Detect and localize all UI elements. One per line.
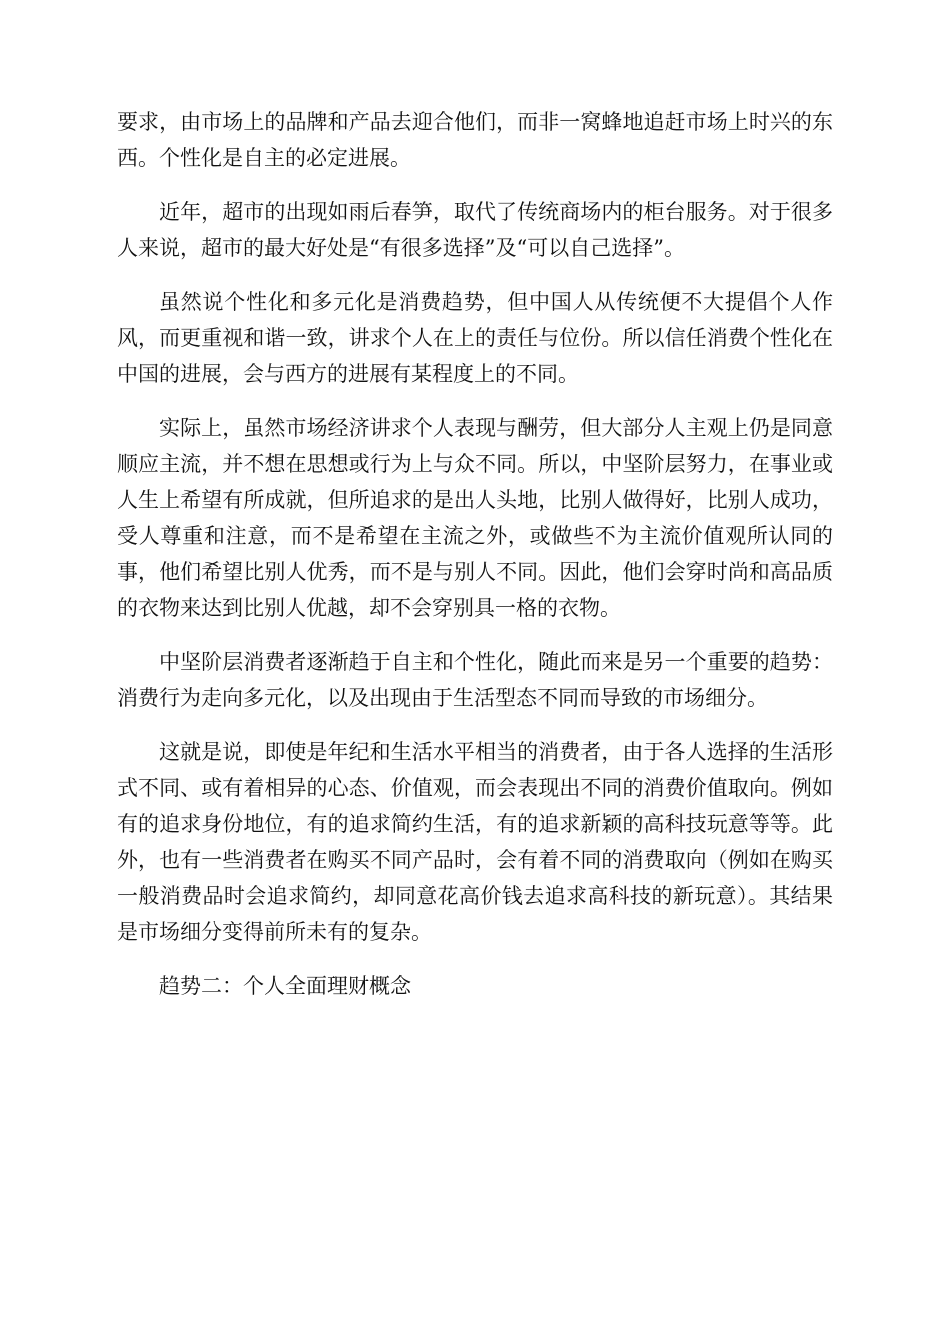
section-heading: 趋势二：个人全面理财概念 [159,974,411,998]
paragraph-3: 虽然说个性化和多元化是消费趋势，但中国人从传统便不大提倡个人作风，而更重视和谐一致，讲求个人在上的责任与位份。所以信任消费个性化在中国的进展，会与西方的进展有某程度上的不同。 [117,290,833,386]
paragraph-1: 要求，由市场上的品牌和产品去迎合他们，而非一窝蜂地追赶市场上时兴的东西。个性化是自主的必定进展。 [117,110,833,170]
paragraph-4: 实际上，虽然市场经济讲求个人表现与酬劳，但大部分人主观上仍是同意顺应主流，并不想在思想或行为上与众不同。所以，中坚阶层努力，在事业或人生上希望有所成就，但所追求的是出人头地，比别人做得好，比别人成功，受人尊重和注意，而不是希望在主流之外，或做些不为主流价值观所认同的事，他们希望比别人优秀，而不是与别人不同。因此，他们会穿时尚和高品质的衣物来达到比别人优越，却不会穿别具一格的衣物。 [117,416,833,620]
paragraph-6: 这就是说，即使是年纪和生活水平相当的消费者，由于各人选择的生活形式不同、或有着相异的心态、价值观，而会表现出不同的消费价值取向。例如有的追求身份地位，有的追求简约生活，有的追求新颖的高科技玩意等等。此外，也有一些消费者在购买不同产品时，会有着不同的消费取向（例如在购买一般消费品时会追求简约，却同意花高价钱去追求高科技的新玩意）。其结果是市场细分变得前所未有的复杂。 [117,740,833,944]
document-body [117,104,833,1022]
paragraph-2: 近年，超市的出现如雨后春笋，取代了传统商场内的柜台服务。对于很多人来说，超市的最大好处是“有很多选择”及“可以自己选择”。 [117,200,833,260]
paragraph-5: 中坚阶层消费者逐渐趋于自主和个性化，随此而来是另一个重要的趋势：消费行为走向多元化，以及出现由于生活型态不同而导致的市场细分。 [117,650,833,710]
